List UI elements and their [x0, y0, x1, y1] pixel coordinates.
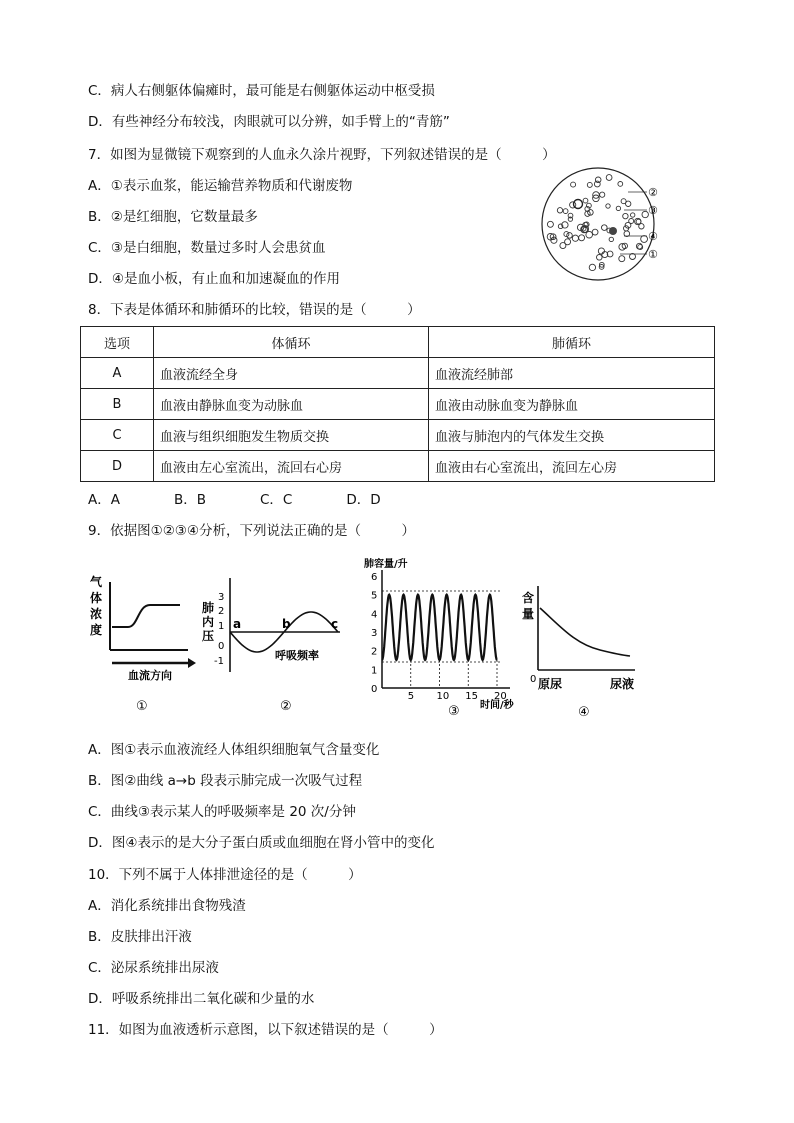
label-4: ④ — [648, 230, 658, 243]
table-row — [81, 451, 715, 482]
label-3: ③ — [648, 204, 658, 217]
table-row — [81, 389, 715, 420]
fig2-point-c: c — [331, 617, 339, 631]
fig3-ytick: 3 — [371, 628, 378, 639]
fig2-tick: 1 — [218, 621, 225, 632]
red-blood-cell — [609, 237, 613, 241]
figure-4-content-change — [520, 580, 650, 720]
q6-option-d: D．有些神经分布较浅，肉眼就可以分辨，如手臂上的“青筋” — [88, 114, 450, 130]
q9-option-a: A．图①表示血液流经人体组织细胞氧气含量变化 — [88, 742, 380, 758]
cell-systemic: 血液与组织细胞发生物质交换 — [154, 420, 429, 451]
cell-option: C — [81, 420, 154, 451]
red-blood-cell — [600, 192, 605, 197]
red-blood-cell — [631, 213, 635, 217]
fig4-caption: ④ — [578, 705, 590, 720]
fig2-xlabel: 呼吸频率 — [275, 649, 319, 662]
circulation-comparison-table — [80, 326, 715, 482]
fig3-ylabel: 肺容量/升 — [364, 559, 408, 570]
fig1-caption: ① — [136, 699, 148, 714]
fig4-x-start: 原尿 — [538, 677, 563, 691]
fig4-ylabel: 量 — [522, 607, 535, 621]
fig3-ytick: 6 — [371, 572, 378, 583]
fig3-ytick: 5 — [371, 590, 378, 602]
cell-systemic: 血液由左心室流出，流回右心房 — [154, 451, 429, 482]
red-blood-cell — [622, 243, 627, 248]
table-row — [81, 358, 715, 389]
fig2-tick: 2 — [218, 606, 225, 617]
q8-options: A．A B．B C．C D．D — [88, 492, 381, 508]
q6-option-c: C．病人右侧躯体偏瘫时，最可能是右侧躯体运动中枢受损 — [88, 83, 435, 99]
red-blood-cell — [587, 182, 592, 187]
red-blood-cell — [636, 219, 641, 224]
red-blood-cell — [623, 213, 628, 218]
red-blood-cell — [547, 221, 553, 227]
fig2-point-a: a — [233, 617, 242, 631]
fig2-tick: -1 — [214, 656, 224, 667]
q7-option-d: D．④是血小板，有止血和加速凝血的作用 — [88, 271, 340, 287]
red-blood-cell — [641, 236, 648, 243]
cell-pulmonary: 血液流经肺部 — [429, 358, 715, 389]
fig4-x-end: 尿液 — [610, 677, 635, 691]
red-blood-cell — [616, 206, 620, 210]
fig2-ylabel: 肺 — [202, 601, 215, 615]
white-blood-cell — [609, 227, 617, 235]
fig3-curve — [382, 595, 497, 660]
fig2-ylabel: 内 — [202, 615, 215, 629]
fig4-origin: 0 — [530, 674, 537, 685]
blood-smear-figure — [540, 162, 665, 287]
fig3-ytick: 1 — [371, 665, 378, 677]
fig3-xtick: 15 — [465, 691, 478, 702]
fig3-xtick: 10 — [436, 691, 450, 702]
q8-stem: 8．下表是体循环和肺循环的比较，错误的是（ ） — [88, 302, 421, 318]
q7-option-c: C．③是白细胞，数量过多时人会患贫血 — [88, 240, 326, 256]
fig3-ytick: 2 — [371, 646, 378, 658]
cell-option: B — [81, 389, 154, 420]
q9-option-c: C．曲线③表示某人的呼吸频率是 20 次/分钟 — [88, 804, 356, 820]
red-blood-cell — [595, 177, 601, 183]
red-blood-cell — [618, 182, 623, 187]
red-blood-cell — [557, 208, 562, 213]
red-blood-cell — [579, 235, 585, 241]
cell-pulmonary: 血液由动脉血变为静脉血 — [429, 389, 715, 420]
fig2-tick: 0 — [218, 641, 225, 652]
fig1-xlabel: 血流方向 — [128, 669, 172, 682]
red-blood-cell — [563, 209, 568, 214]
red-blood-cell — [583, 198, 588, 203]
q9-option-d: D．图④表示的是大分子蛋白质或血细胞在肾小管中的变化 — [88, 835, 435, 851]
q9-option-b: B．图②曲线 a→b 段表示肺完成一次吸气过程 — [88, 773, 363, 789]
cell-pulmonary: 血液由右心室流出，流回左心房 — [429, 451, 715, 482]
fig2-caption: ② — [280, 699, 292, 714]
fig3-ytick: 0 — [371, 684, 378, 695]
q11-stem: 11．如图为血液透析示意图，以下叙述错误的是（ ） — [88, 1022, 443, 1038]
red-blood-cell — [571, 182, 576, 187]
fig1-ylabel: 度 — [90, 623, 103, 637]
q7-option-a: A．①表示血浆，能运输营养物质和代谢废物 — [88, 178, 353, 194]
cell-option: D — [81, 451, 154, 482]
cell-option: A — [81, 358, 154, 389]
fig3-xlabel: 时间/秒 — [480, 700, 514, 711]
fig3-xtick: 5 — [407, 691, 415, 702]
header-pulmonary: 肺循环 — [429, 327, 715, 358]
table-row — [81, 420, 715, 451]
fig4-curve — [540, 608, 630, 656]
q10-option-b: B．皮肤排出汗液 — [88, 929, 192, 945]
fig3-ytick: 4 — [371, 609, 378, 621]
red-blood-cell — [619, 256, 625, 262]
fig3-xtick: 20 — [494, 691, 507, 702]
figure-3-lung-volume — [362, 556, 522, 721]
fig2-ylabel: 压 — [202, 629, 215, 643]
fig1-curve — [112, 605, 180, 627]
figure-2-lung-pressure — [200, 572, 350, 717]
red-blood-cell — [565, 239, 571, 245]
fig3-caption: ③ — [448, 704, 460, 719]
red-blood-cell — [606, 204, 610, 208]
red-blood-cell — [636, 243, 642, 249]
q10-stem: 10．下列不属于人体排泄途径的是（ ） — [88, 867, 362, 883]
fig1-ylabel: 浓 — [90, 607, 103, 621]
red-blood-cell — [572, 235, 578, 241]
cell-systemic: 血液由静脉血变为动脉血 — [154, 389, 429, 420]
red-blood-cell — [597, 255, 603, 261]
label-2: ② — [648, 186, 658, 199]
cell-systemic: 血液流经全身 — [154, 358, 429, 389]
q7-option-b: B．②是红细胞，它数量最多 — [88, 209, 258, 225]
header-systemic: 体循环 — [154, 327, 429, 358]
fig1-ylabel: 气 — [90, 575, 103, 589]
red-blood-cell — [626, 201, 631, 206]
fig1-ylabel: 体 — [90, 591, 103, 605]
q10-option-a: A．消化系统排出食物残渣 — [88, 898, 246, 914]
q10-option-c: C．泌尿系统排出尿液 — [88, 960, 219, 976]
header-option: 选项 — [81, 327, 154, 358]
figure-1-gas-concentration — [88, 572, 198, 717]
red-blood-cell — [606, 175, 612, 181]
q9-stem: 9．依据图①②③④分析，下列说法正确的是（ ） — [88, 523, 415, 539]
table-header-row — [81, 327, 715, 358]
red-blood-cell — [567, 233, 573, 239]
label-1: ① — [648, 248, 658, 261]
red-blood-cell — [589, 264, 595, 270]
fig2-tick: 3 — [218, 592, 225, 603]
q10-option-d: D．呼吸系统排出二氧化碳和少量的水 — [88, 991, 315, 1007]
fig4-ylabel: 含 — [522, 591, 535, 605]
red-blood-cell — [598, 248, 604, 254]
q7-stem: 7．如图为显微镜下观察到的人血永久涂片视野，下列叙述错误的是（ ） — [88, 147, 556, 163]
red-blood-cell — [592, 229, 598, 235]
fig2-point-b: b — [282, 617, 291, 631]
red-blood-cell — [602, 225, 608, 231]
cell-pulmonary: 血液与肺泡内的气体发生交换 — [429, 420, 715, 451]
